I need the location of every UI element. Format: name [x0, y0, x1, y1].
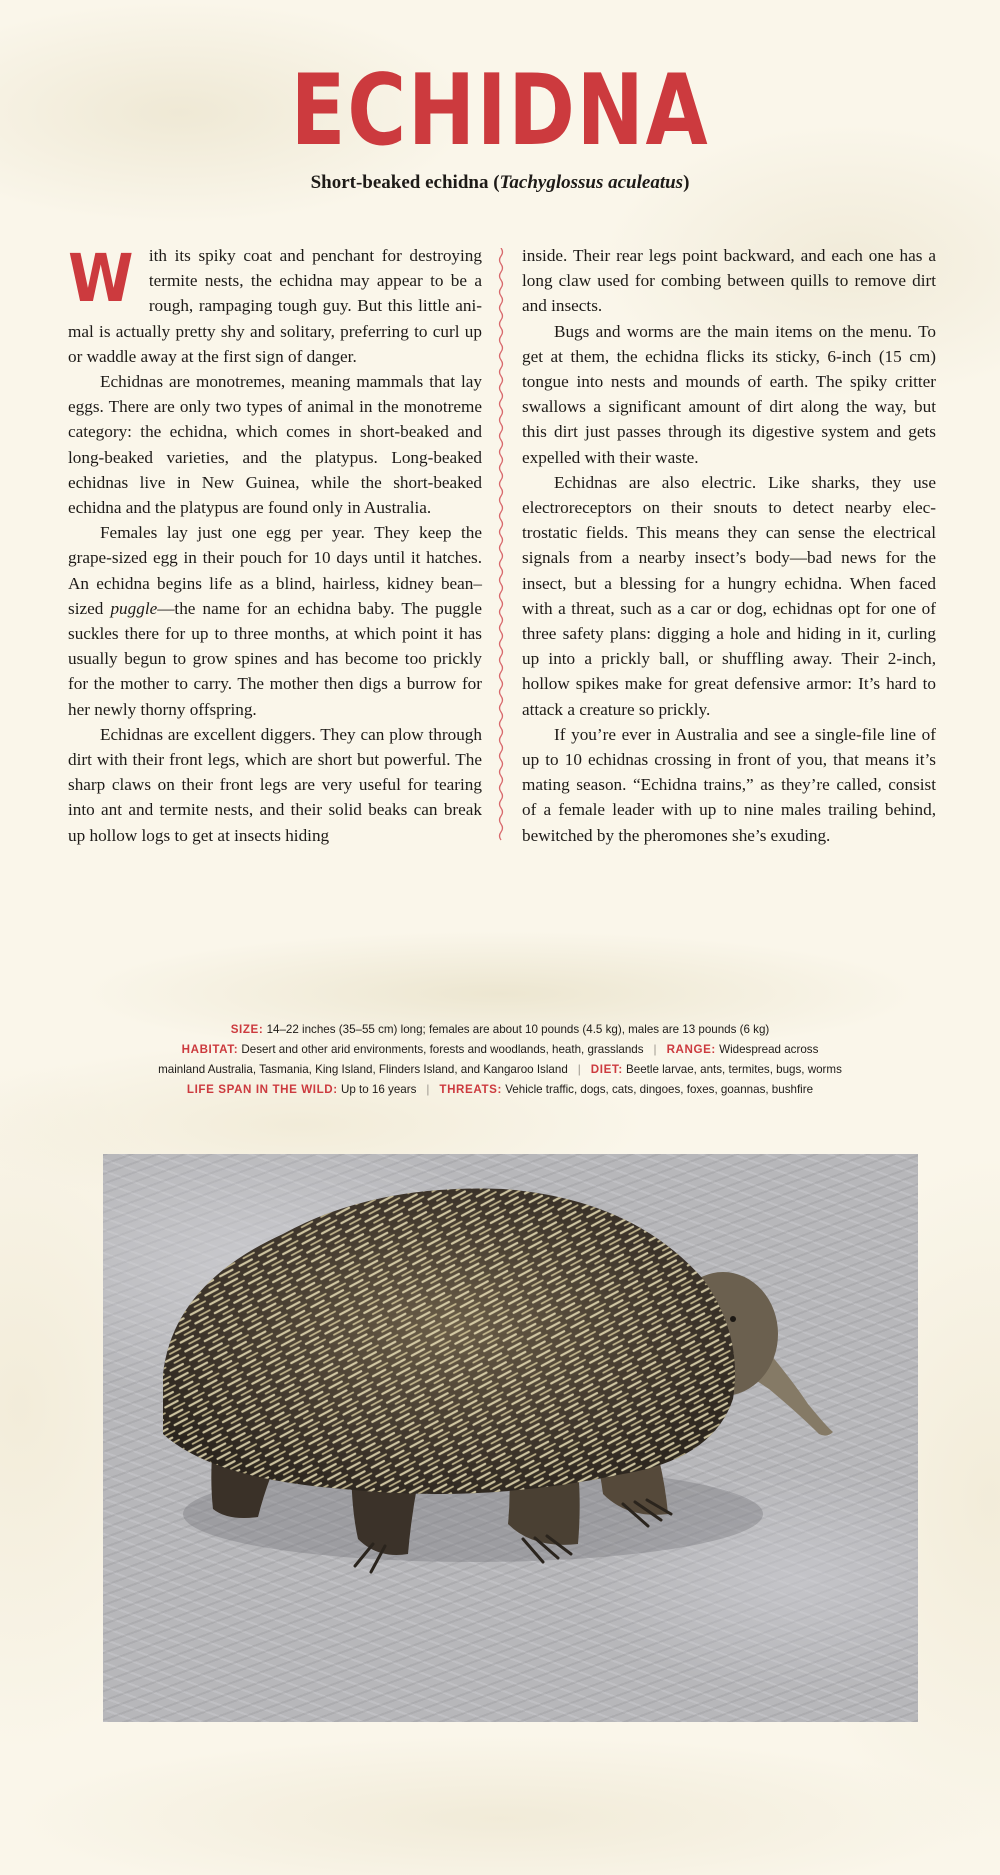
size-value: 14–22 inches (35–55 cm) long; females are about 10 pounds (4.5 kg), males are 13 pounds (6 kg) [266, 1023, 770, 1036]
separator: | [577, 1063, 581, 1076]
fact-box [0, 1020, 1000, 1100]
drop-cap: W [68, 240, 134, 317]
paragraph-electric: Echidnas are also electric. Like sharks, they use electroreceptors on their snouts to detect nearby electrostatic fields. This means they can sense the electrical signals from a nearby insect’s body—bad news for the insect, but a blessing for a hungry echidna. When faced with a threat, such as a car or dog, echidnas opt for one of three safety plans: digging a hole and hiding in it, curling up into a prickly ball, or shuffling away. Their 2-inch, hollow spikes make for great defensive armor: It’s hard to attack a creature so prickly. [522, 472, 936, 719]
right-column [522, 243, 936, 848]
fact-line-4 [0, 1080, 1000, 1100]
separator: | [653, 1043, 657, 1056]
subtitle [0, 172, 1000, 194]
lifespan-value: Up to 16 years [340, 1083, 417, 1096]
habitat-value: Desert and other arid environments, forests and woodlands, heath, grasslands [241, 1043, 644, 1056]
separator: | [426, 1083, 430, 1096]
paragraph-text: Females lay just one egg per year. They keep the grape-sized egg in their pouch for 10 days until it hatches. An echidna begins life as a blind, hairless, kidney bean–sized [68, 523, 482, 618]
lifespan-label: LIFE SPAN IN THE WILD: [186, 1083, 338, 1096]
fact-line-1 [0, 1020, 1000, 1040]
habitat-label: HABITAT: [181, 1043, 239, 1056]
diet-label: DIET: [590, 1063, 623, 1076]
fact-line-3 [0, 1060, 1000, 1080]
common-name: Short-beaked echidna ( [310, 172, 500, 193]
paragraph-digging: Echidnas are excellent diggers. They can plow through dirt with their front legs, which are short but powerful. The sharp claws on their front legs are very useful for tearing into ant and termite nests, and their solid beaks can break up hollow logs to get at insects hiding [68, 724, 482, 845]
paragraph-monotremes: Echidnas are monotremes, meaning mammals that lay eggs. There are only two types of animal in the monotreme category: the echidna, which comes in short-beaked and long-beaked varieties, and the platypus. Long-beaked echidnas live in New Guinea, while the short-beaked echidna and the platypus are found only in Australia. [68, 372, 482, 518]
diet-value: Beetle larvae, ants, termites, bugs, worms [626, 1063, 842, 1076]
paragraph-diet: Bugs and worms are the main items on the menu. To get at them, the echidna flicks its sticky, 6-inch (15 cm) tongue into nests and mounds of earth. The spiky critter swallows a significant amount of dirt along the way, but this dirt just passes through its digestive system and gets expelled with their waste. [522, 321, 936, 467]
threats-label: THREATS: [439, 1083, 502, 1096]
left-column [68, 240, 482, 848]
echidna-illustration [103, 1154, 918, 1722]
subtitle-close: ) [683, 172, 690, 193]
size-label: SIZE: [230, 1023, 264, 1036]
paragraph-text: ith its spiky coat and penchant for destroying termite nests, the echidna may appear to be a rough, rampaging tough guy. But this little animal is actually pretty shy and solitary, preferring to curl up or waddle away at the first sign of danger. [68, 246, 482, 366]
page-title: ECHIDNA [290, 54, 710, 168]
paragraph-digging-continued: inside. Their rear legs point backward, and each one has a long claw used for combing between quills to remove dirt and insects. [522, 246, 936, 316]
scientific-name: Tachyglossus aculeatus [499, 172, 684, 193]
echidna-photo [103, 1154, 918, 1722]
range-value: Widespread across [719, 1043, 819, 1056]
paragraph-text: —the name for an echidna baby. The puggle suckles there for up to three months, at which point it has usually begun to grow spines and has become too prickly for the mother to carry. The mother then digs a burrow for her newly thorny offspring. [68, 598, 482, 719]
range-value-continued: mainland Australia, Tasmania, King Island, Flinders Island, and Kangaroo Island [158, 1063, 568, 1076]
paragraph-intro [68, 240, 482, 369]
fact-line-2 [0, 1040, 1000, 1060]
wavy-column-divider [496, 248, 506, 873]
paragraph-reproduction [68, 520, 482, 722]
range-label: RANGE: [666, 1043, 716, 1056]
paragraph-mating: If you’re ever in Australia and see a single-file line of up to 10 echidnas crossing in front of you, that means it’s mating season. “Echidna trains,” as they’re called, consist of a female leader with up to nine males trailing behind, bewitched by the pheromones she’s exuding. [522, 724, 936, 845]
threats-value: Vehicle traffic, dogs, cats, dingoes, foxes, goannas, bushfire [505, 1083, 814, 1096]
italic-term: puggle [110, 598, 158, 618]
